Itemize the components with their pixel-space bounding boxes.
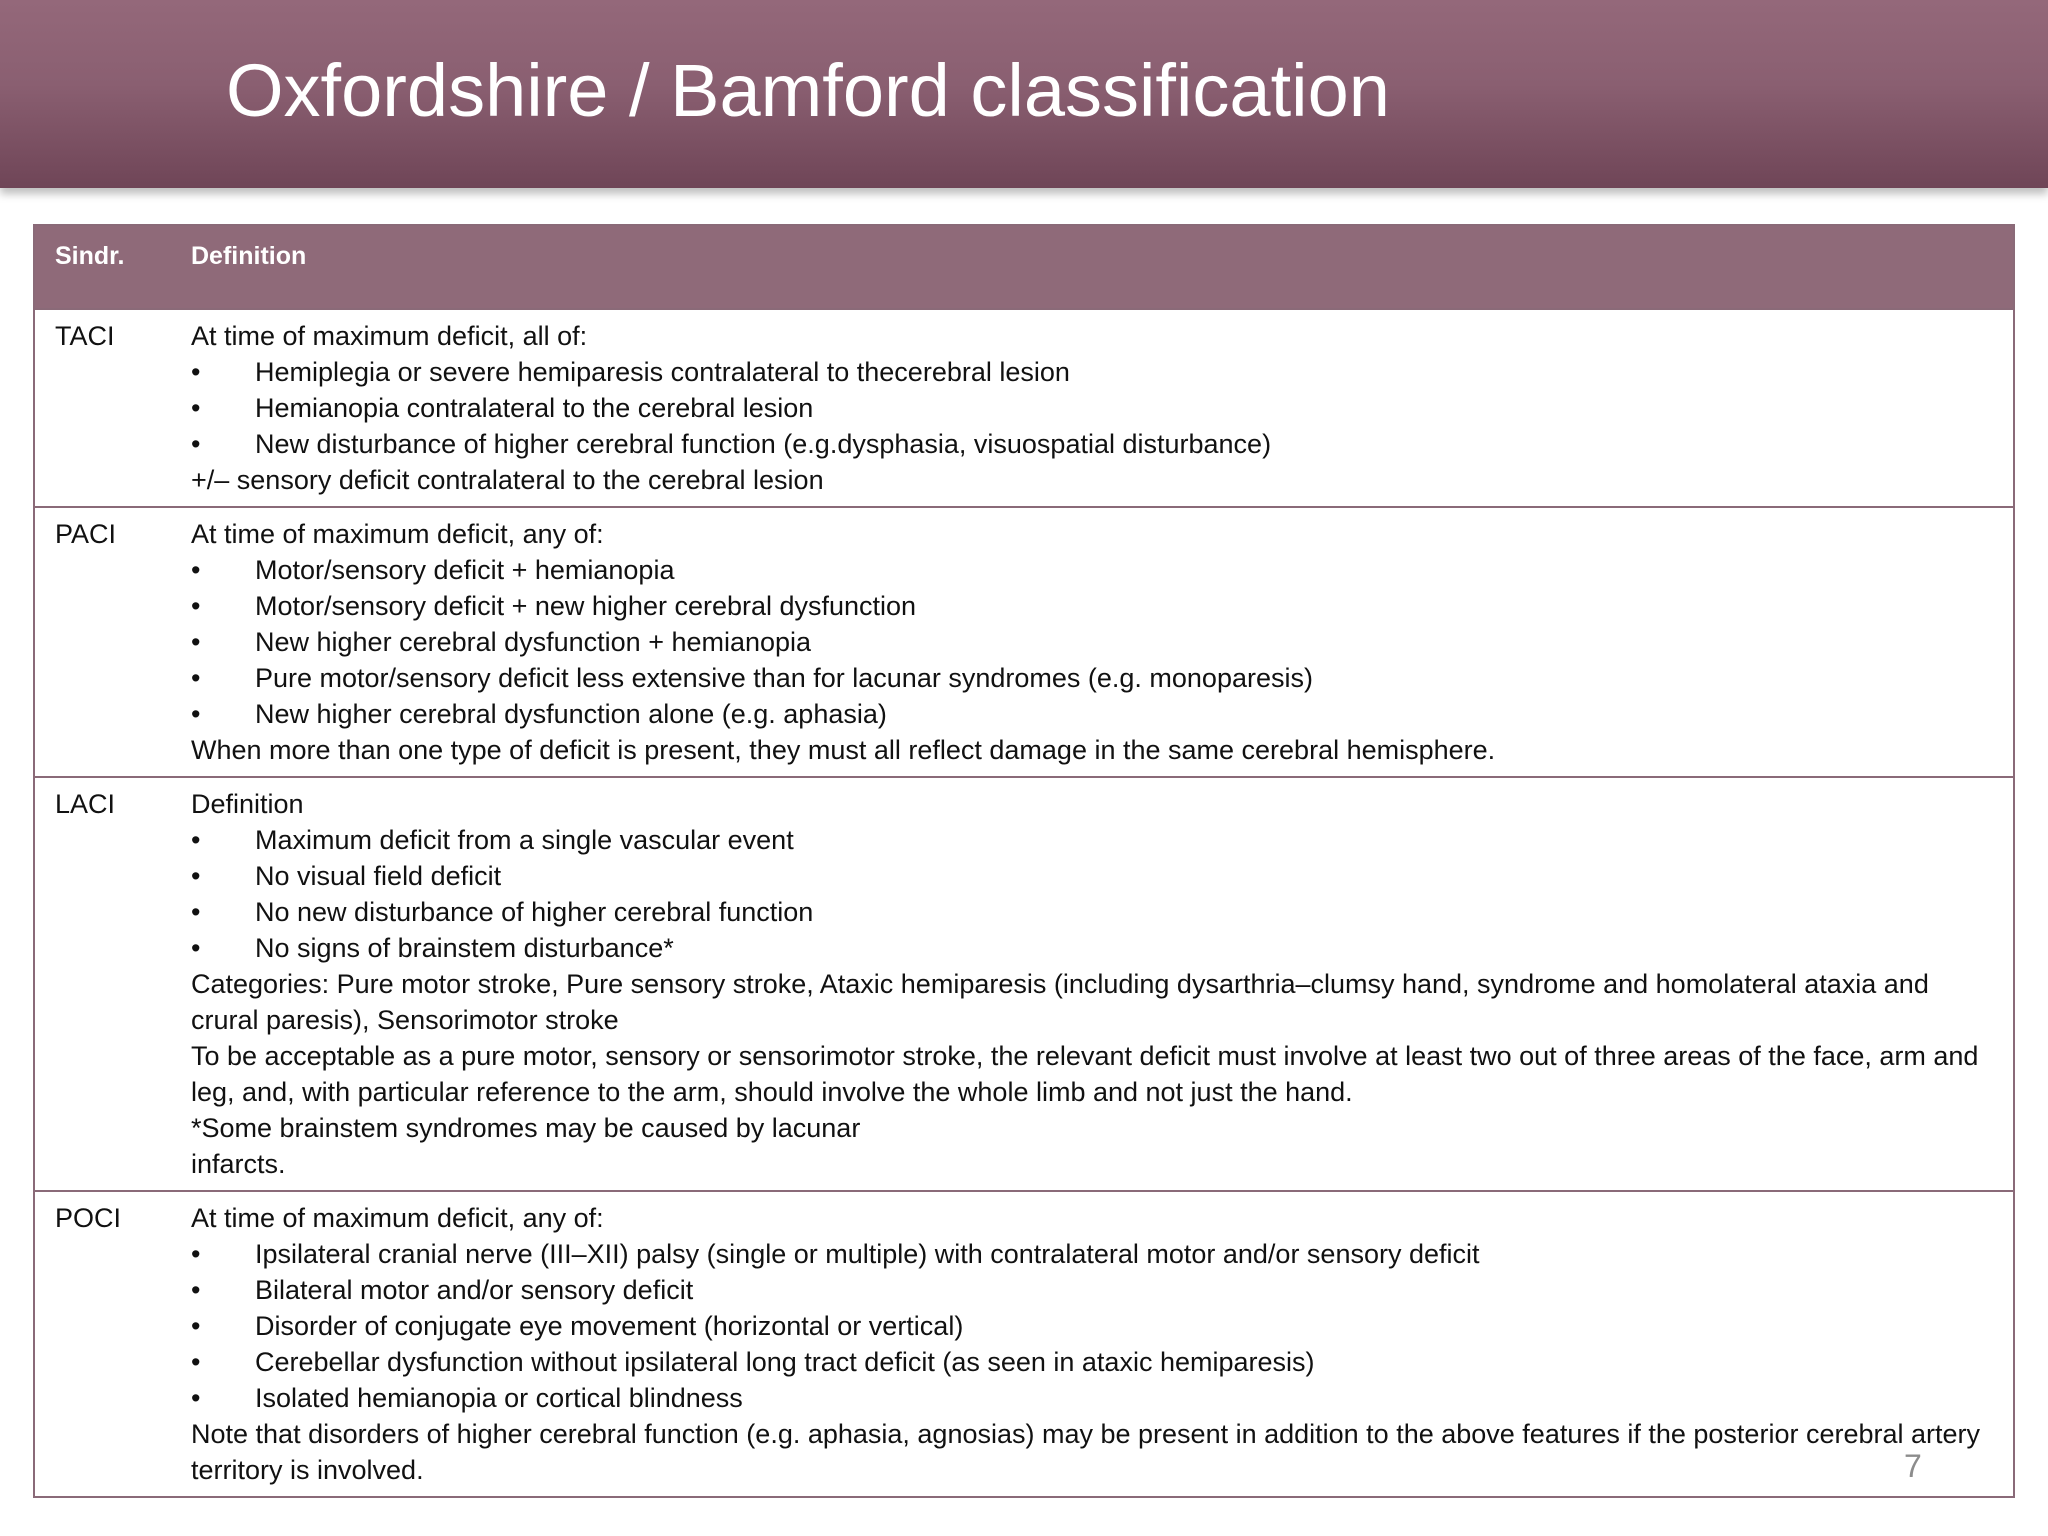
criteria-item: • No signs of brainstem disturbance*: [191, 930, 1983, 966]
slide-title: Oxfordshire / Bamford classification: [226, 49, 1390, 132]
syndrome-cell: LACI: [34, 777, 171, 1191]
definition-intro: At time of maximum deficit, all of:: [191, 321, 588, 351]
definition-cell: [171, 309, 2014, 507]
definition-intro: At time of maximum deficit, any of:: [191, 519, 604, 549]
criteria-item: • New disturbance of higher cerebral function (e.g.dysphasia, visuospatial disturbance): [191, 426, 1983, 462]
criteria-list: [191, 552, 1983, 732]
definition-cell: [171, 777, 2014, 1191]
table-row: [34, 1191, 2014, 1497]
table-row: [34, 507, 2014, 777]
table-header-row: [34, 225, 2014, 309]
definition-note: When more than one type of deficit is present, they must all reflect damage in the same cerebral hemisphere.: [191, 735, 1496, 765]
definition-cell: [171, 507, 2014, 777]
criteria-item: • Disorder of conjugate eye movement (horizontal or vertical): [191, 1308, 1983, 1344]
column-header-syndrome: Sindr.: [55, 242, 125, 270]
criteria-item: • Bilateral motor and/or sensory deficit: [191, 1272, 1983, 1308]
definition-intro: At time of maximum deficit, any of:: [191, 1203, 604, 1233]
definition-intro: Definition: [191, 789, 304, 819]
syndrome-cell: POCI: [34, 1191, 171, 1497]
definition-note: +/– sensory deficit contralateral to the cerebral lesion: [191, 465, 824, 495]
criteria-item: • Hemianopia contralateral to the cerebral lesion: [191, 390, 1983, 426]
criteria-item: • New higher cerebral dysfunction alone (e.g. aphasia): [191, 696, 1983, 732]
title-band: [0, 0, 2048, 188]
table-row: [34, 309, 2014, 507]
criteria-list: [191, 1236, 1983, 1416]
criteria-item: • New higher cerebral dysfunction + hemianopia: [191, 624, 1983, 660]
criteria-item: • No visual field deficit: [191, 858, 1983, 894]
criteria-item: • Motor/sensory deficit + hemianopia: [191, 552, 1983, 588]
definition-cell: [171, 1191, 2014, 1497]
criteria-list: [191, 354, 1983, 462]
criteria-item: • Ipsilateral cranial nerve (III–XII) palsy (single or multiple) with contralateral motor and/or sensory deficit: [191, 1236, 1983, 1272]
definition-note: infarcts.: [191, 1149, 286, 1179]
syndrome-cell: TACI: [34, 309, 171, 507]
criteria-item: • Cerebellar dysfunction without ipsilateral long tract deficit (as seen in ataxic hemiparesis): [191, 1344, 1983, 1380]
classification-table-container: [33, 224, 2015, 1498]
definition-note: Note that disorders of higher cerebral function (e.g. aphasia, agnosias) may be present in addition to the above features if the posterior cerebral artery territory is involved.: [191, 1419, 1981, 1485]
column-header-definition: Definition: [191, 242, 307, 270]
criteria-item: • No new disturbance of higher cerebral function: [191, 894, 1983, 930]
syndrome-cell: PACI: [34, 507, 171, 777]
page-number: 7: [1904, 1448, 1922, 1484]
classification-table: [33, 224, 2015, 1498]
criteria-item: • Hemiplegia or severe hemiparesis contralateral to thecerebral lesion: [191, 354, 1983, 390]
definition-note: *Some brainstem syndromes may be caused by lacunar: [191, 1113, 861, 1143]
criteria-item: • Isolated hemianopia or cortical blindness: [191, 1380, 1983, 1416]
definition-note: To be acceptable as a pure motor, sensory or sensorimotor stroke, the relevant deficit must involve at least two out of three areas of the face, arm and leg, and, with particular reference to the arm, should involve the whole limb and not just the hand.: [191, 1041, 1979, 1107]
criteria-item: • Motor/sensory deficit + new higher cerebral dysfunction: [191, 588, 1983, 624]
criteria-list: [191, 822, 1983, 966]
table-row: [34, 777, 2014, 1191]
criteria-item: • Pure motor/sensory deficit less extensive than for lacunar syndromes (e.g. monoparesis): [191, 660, 1983, 696]
criteria-item: • Maximum deficit from a single vascular event: [191, 822, 1983, 858]
definition-note: Categories: Pure motor stroke, Pure sensory stroke, Ataxic hemiparesis (including dysarthria–clumsy hand, syndrome and homolateral ataxia and crural paresis), Sensorimotor stroke: [191, 969, 1929, 1035]
table-body: [34, 309, 2014, 1497]
